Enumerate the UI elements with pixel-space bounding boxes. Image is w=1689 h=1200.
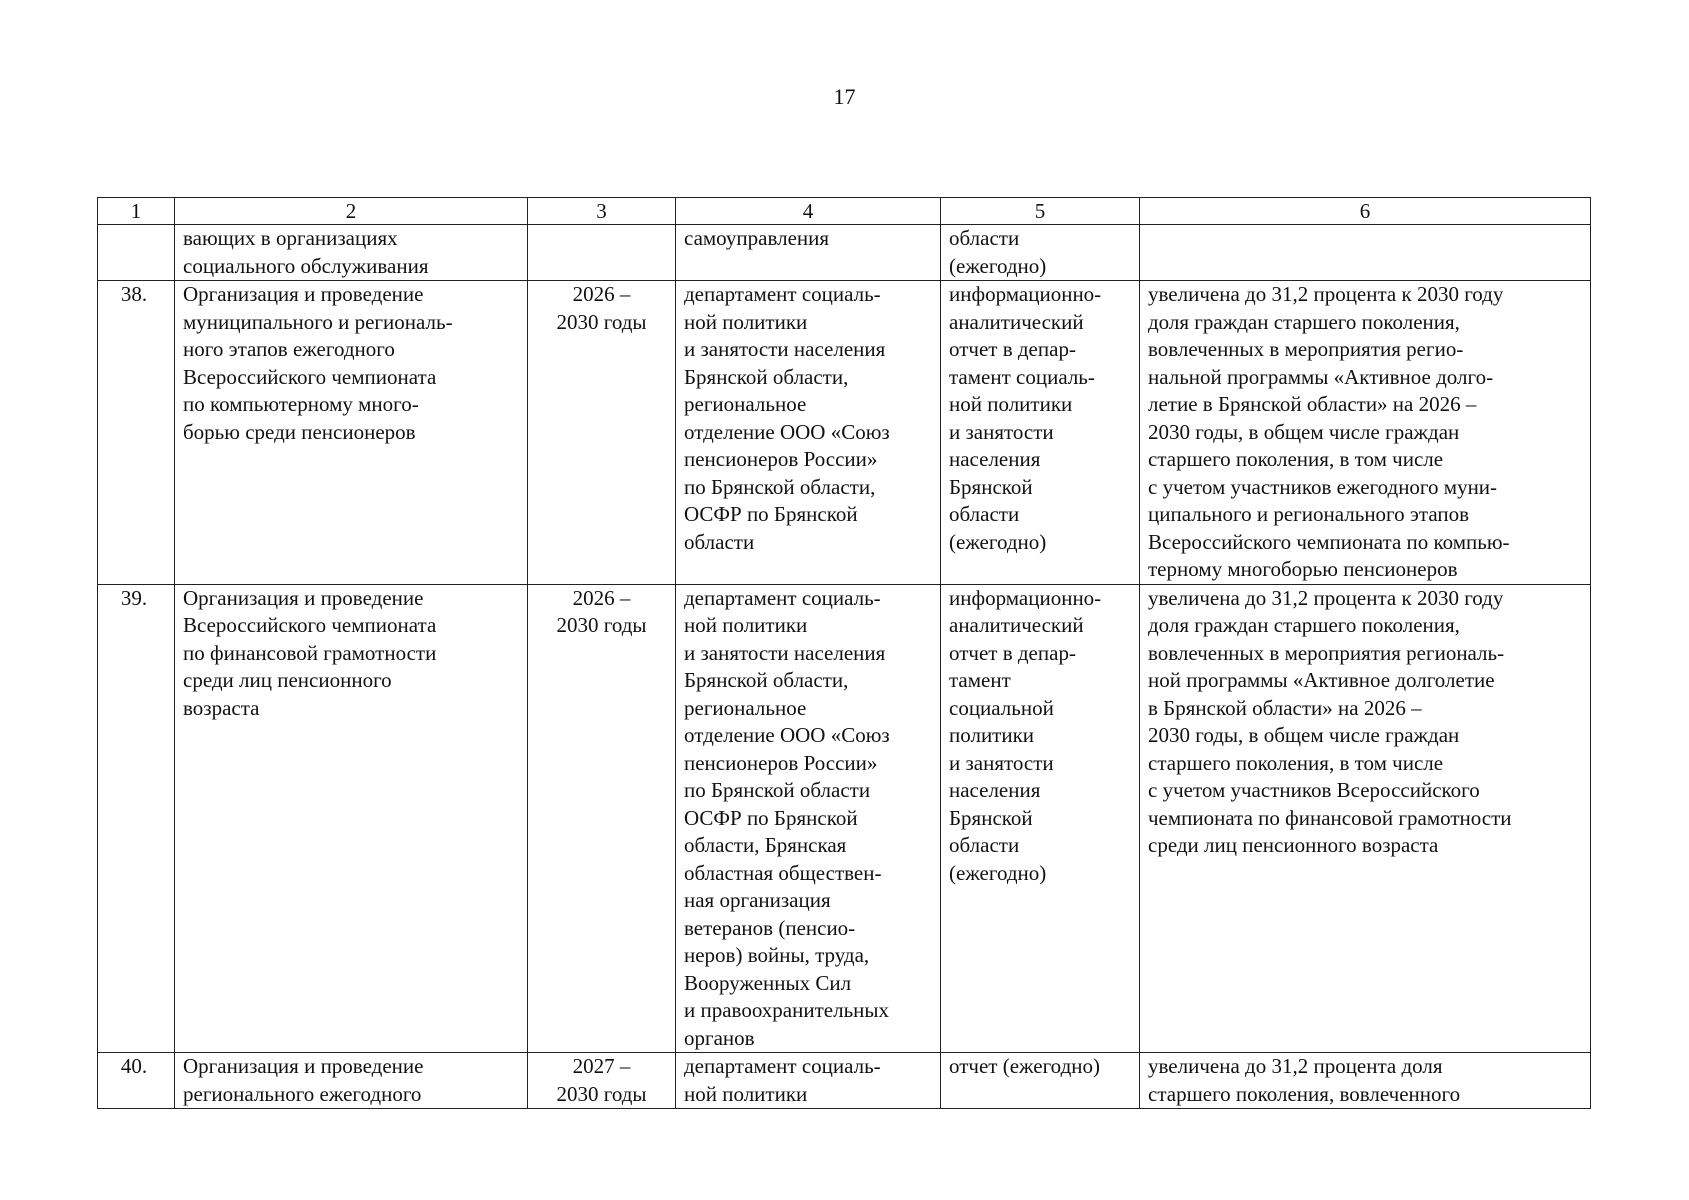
- event-cell: Организация и проведение муниципального и региональ- ного этапов ежегодного Всероссийского чемпионата по компьютерному много- борью среди пенсионеров: [175, 281, 528, 585]
- executor-cell: самоуправления: [676, 225, 941, 281]
- table-row: [98, 584, 1591, 1053]
- reporting-cell: области (ежегодно): [941, 225, 1140, 281]
- period-cell: 2026 – 2030 годы: [528, 584, 676, 1053]
- result-cell: увеличена до 31,2 процента доля старшего поколения, вовлеченного: [1140, 1053, 1591, 1109]
- result-cell: увеличена до 31,2 процента к 2030 году доля граждан старшего поколения, вовлеченных в мероприятия регио- нальной программы «Активное долго- летие в Брянской области» на 2026 – 2030 годы, в общем числе граждан старшего поколения, в том числе с учетом участников ежегодного муни- ципального и регионального этапов Всероссийского чемпионата по компью- терному многоборью пенсионеров: [1140, 281, 1591, 585]
- table-row: [98, 281, 1591, 585]
- column-header: 6: [1140, 198, 1591, 225]
- page-number: 17: [833, 84, 856, 109]
- column-header: 4: [676, 198, 941, 225]
- executor-cell: департамент социаль- ной политики и занятости населения Брянской области, региональное отделение ООО «Союз пенсионеров России» по Брянской области, ОСФР по Брянской области: [676, 281, 941, 585]
- table-row: [98, 225, 1591, 281]
- result-cell: увеличена до 31,2 процента к 2030 году доля граждан старшего поколения, вовлеченных в мероприятия региональ- ной программы «Активное долголетие в Брянской области» на 2026 – 2030 годы, в общем числе граждан старшего поколения, в том числе с учетом участников Всероссийского чемпионата по финансовой грамотности среди лиц пенсионного возраста: [1140, 584, 1591, 1053]
- executor-cell: департамент социаль- ной политики и занятости населения Брянской области, региональное отделение ООО «Союз пенсионеров России» по Брянской области ОСФР по Брянской области, Брянская областная обществен- ная организация ветеранов (пенсио- неров) войны, труда, Вооруженных Сил и правоохранительных органов: [676, 584, 941, 1053]
- period-cell: [528, 225, 676, 281]
- period-cell: 2026 – 2030 годы: [528, 281, 676, 585]
- executor-cell: департамент социаль- ной политики: [676, 1053, 941, 1109]
- event-cell: Организация и проведение регионального ежегодного: [175, 1053, 528, 1109]
- table-header-row: [98, 198, 1591, 225]
- row-number: 40.: [98, 1053, 175, 1109]
- result-cell: [1140, 225, 1591, 281]
- plan-table: [97, 197, 1591, 1109]
- column-header: 1: [98, 198, 175, 225]
- column-header: 2: [175, 198, 528, 225]
- event-cell: Организация и проведение Всероссийского чемпионата по финансовой грамотности среди лиц пенсионного возраста: [175, 584, 528, 1053]
- row-number: [98, 225, 175, 281]
- table-row: [98, 1053, 1591, 1109]
- column-header: 5: [941, 198, 1140, 225]
- reporting-cell: информационно- аналитический отчет в депар- тамент социальной политики и занятости населения Брянской области (ежегодно): [941, 584, 1140, 1053]
- row-number: 38.: [98, 281, 175, 585]
- event-cell: вающих в организациях социального обслуживания: [175, 225, 528, 281]
- column-header: 3: [528, 198, 676, 225]
- reporting-cell: информационно- аналитический отчет в депар- тамент социаль- ной политики и занятости населения Брянской области (ежегодно): [941, 281, 1140, 585]
- row-number: 39.: [98, 584, 175, 1053]
- period-cell: 2027 – 2030 годы: [528, 1053, 676, 1109]
- reporting-cell: отчет (ежегодно): [941, 1053, 1140, 1109]
